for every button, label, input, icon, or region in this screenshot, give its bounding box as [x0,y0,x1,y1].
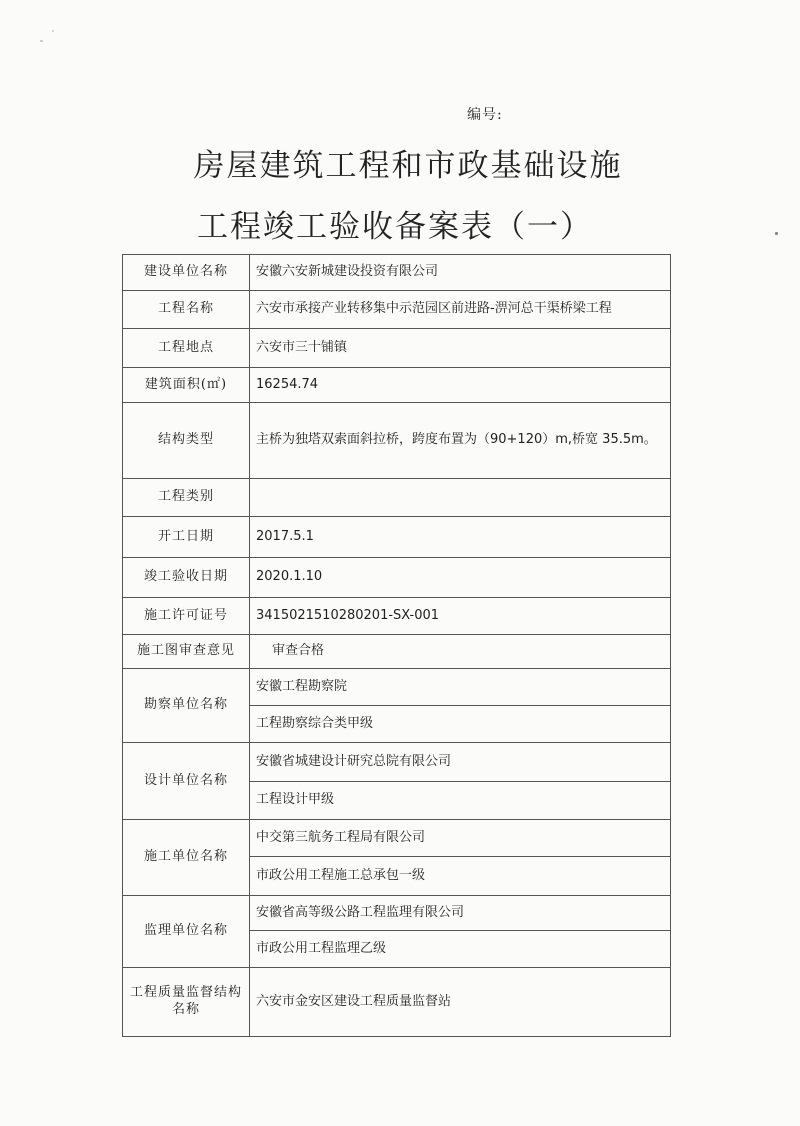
table-row [123,820,671,857]
table-row [123,598,671,635]
design-name: 安徽省城建设计研究总院有限公司 [250,743,671,782]
construction-grade: 市政公用工程施工总承包一级 [250,857,671,896]
table-row [123,635,671,669]
category-label: 工程类别 [123,479,250,517]
location-value: 六安市三十铺镇 [250,329,671,368]
table-row [123,479,671,517]
table-row [123,368,671,403]
supervision-label: 监理单位名称 [123,896,250,968]
permit-value: 3415021510280201-SX-001 [250,598,671,635]
supervision-grade: 市政公用工程监理乙级 [250,931,671,968]
acceptance-date-label: 竣工验收日期 [123,558,250,598]
project-name-value: 六安市承接产业转移集中示范园区前进路-淠河总干渠桥梁工程 [250,291,671,329]
table-row [123,329,671,368]
survey-name: 安徽工程勘察院 [250,669,671,706]
survey-grade: 工程勘察综合类甲级 [250,706,671,743]
design-grade: 工程设计甲级 [250,782,671,820]
design-label: 设计单位名称 [123,743,250,820]
scan-speck [40,40,43,42]
project-name-label: 工程名称 [123,291,250,329]
table-row [123,743,671,782]
structure-label: 结构类型 [123,403,250,479]
table-row [123,968,671,1037]
record-table [122,254,671,1037]
table-row [123,255,671,291]
area-label: 建筑面积(㎡) [123,368,250,403]
construction-label: 施工单位名称 [123,820,250,896]
scan-speck [52,30,54,32]
builder-label: 建设单位名称 [123,255,250,291]
start-date-value: 2017.5.1 [250,517,671,558]
quality-value: 六安市金安区建设工程质量监督站 [250,968,671,1037]
page-title-line-1: 房屋建筑工程和市政基础设施 [193,148,623,184]
table-row [123,669,671,706]
drawing-review-value: 审查合格 [250,635,671,669]
quality-label: 工程质量监督结构名称 [123,968,250,1037]
table-row [123,517,671,558]
table-row [123,291,671,329]
page-title-line-2: 工程竣工验收备案表（一） [197,209,593,245]
builder-value: 安徽六安新城建设投资有限公司 [250,255,671,291]
location-label: 工程地点 [123,329,250,368]
table-row [123,558,671,598]
table-row [123,896,671,931]
area-value: 16254.74 [250,368,671,403]
doc-number-label: 编号: [467,107,503,123]
permit-label: 施工许可证号 [123,598,250,635]
acceptance-date-value: 2020.1.10 [250,558,671,598]
category-value [250,479,671,517]
survey-label: 勘察单位名称 [123,669,250,743]
construction-name: 中交第三航务工程局有限公司 [250,820,671,857]
drawing-review-label: 施工图审查意见 [123,635,250,669]
structure-value: 主桥为独塔双索面斜拉桥，跨度布置为（90+120）m,桥宽 35.5m。 [250,403,671,479]
supervision-name: 安徽省高等级公路工程监理有限公司 [250,896,671,931]
table-row [123,403,671,479]
start-date-label: 开工日期 [123,517,250,558]
